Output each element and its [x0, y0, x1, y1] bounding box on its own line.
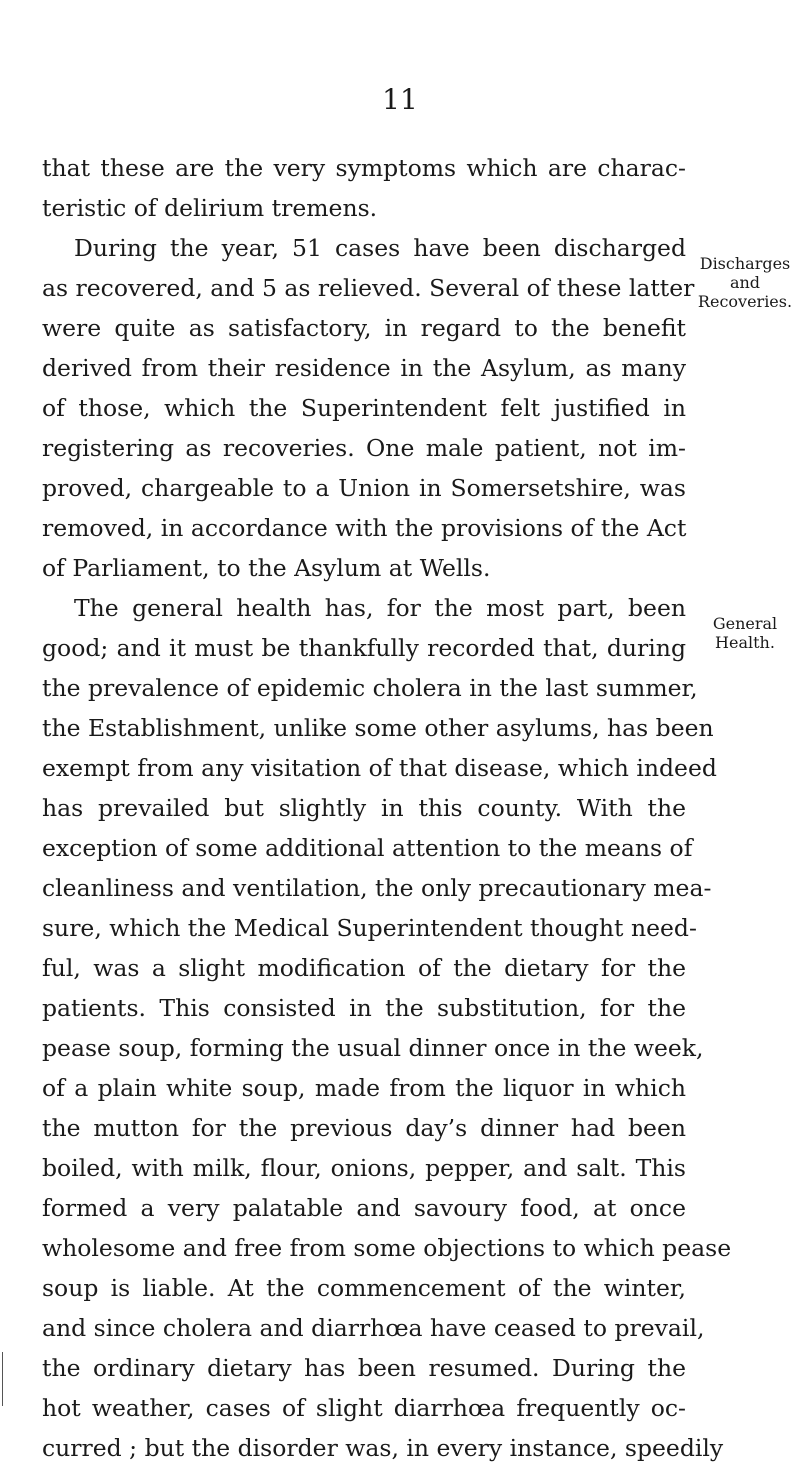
- text-line: ful, was a slight modification of the dietary for the: [42, 954, 686, 982]
- text-line: the mutton for the previous day’s dinner had been: [42, 1114, 686, 1142]
- page-number: 11: [382, 83, 418, 116]
- text-line: wholesome and free from some objections to which pease: [42, 1234, 732, 1262]
- margin-note-line: and: [729, 273, 761, 292]
- text-line: derived from their residence in the Asylum, as many: [42, 354, 686, 382]
- text-line: of a plain white soup, made from the liquor in which: [42, 1074, 686, 1102]
- text-line: of those, which the Superintendent felt justified in: [42, 394, 686, 422]
- text-line: pease soup, forming the usual dinner once in the week,: [42, 1034, 704, 1062]
- text-line: boiled, with milk, flour, onions, pepper, and salt. This: [42, 1154, 686, 1182]
- margin-note-discharges: [690, 254, 800, 311]
- text-line: the Establishment, unlike some other asylums, has been: [42, 714, 714, 742]
- text-line: exempt from any visitation of that disease, which indeed: [42, 754, 717, 782]
- text-line: good; and it must be thankfully recorded that, during: [42, 634, 686, 662]
- margin-note-line: Health.: [715, 633, 775, 652]
- text-line: the ordinary dietary has been resumed. During the: [42, 1354, 686, 1382]
- text-line: the prevalence of epidemic cholera in the last summer,: [42, 674, 698, 702]
- text-line: curred ; but the disorder was, in every instance, speedily: [42, 1434, 724, 1462]
- text-line: The general health has, for the most part, been: [74, 594, 686, 622]
- text-line: During the year, 51 cases have been discharged: [74, 234, 686, 262]
- text-line: that these are the very symptoms which are charac-: [42, 154, 686, 182]
- text-line: teristic of delirium tremens.: [42, 194, 378, 222]
- text-line: hot weather, cases of slight diarrhœa frequently oc-: [42, 1394, 686, 1422]
- text-line: has prevailed but slightly in this county. With the: [42, 794, 686, 822]
- text-line: patients. This consisted in the substitution, for the: [42, 994, 686, 1022]
- margin-note-general-health: [690, 614, 800, 652]
- text-line: cleanliness and ventilation, the only precautionary mea-: [42, 874, 712, 902]
- text-line: proved, chargeable to a Union in Somersetshire, was: [42, 474, 686, 502]
- text-line: as recovered, and 5 as relieved. Several of these latter: [42, 274, 695, 302]
- text-line: sure, which the Medical Superintendent thought need-: [42, 914, 697, 942]
- margin-note-line: General: [712, 614, 778, 633]
- text-line: of Parliament, to the Asylum at Wells.: [42, 554, 491, 582]
- text-line: soup is liable. At the commencement of the winter,: [42, 1274, 686, 1302]
- text-line: exception of some additional attention to the means of: [42, 834, 693, 862]
- text-line: and since cholera and diarrhœa have ceased to prevail,: [42, 1314, 705, 1342]
- margin-note-line: Discharges: [699, 254, 791, 273]
- page-edge-mark: [2, 1352, 3, 1406]
- text-line: registering as recoveries. One male patient, not im-: [42, 434, 686, 462]
- text-line: removed, in accordance with the provisions of the Act: [42, 514, 687, 542]
- margin-note-line: Recoveries.: [697, 292, 793, 311]
- text-line: were quite as satisfactory, in regard to the benefit: [42, 314, 686, 342]
- text-line: formed a very palatable and savoury food, at once: [42, 1194, 686, 1222]
